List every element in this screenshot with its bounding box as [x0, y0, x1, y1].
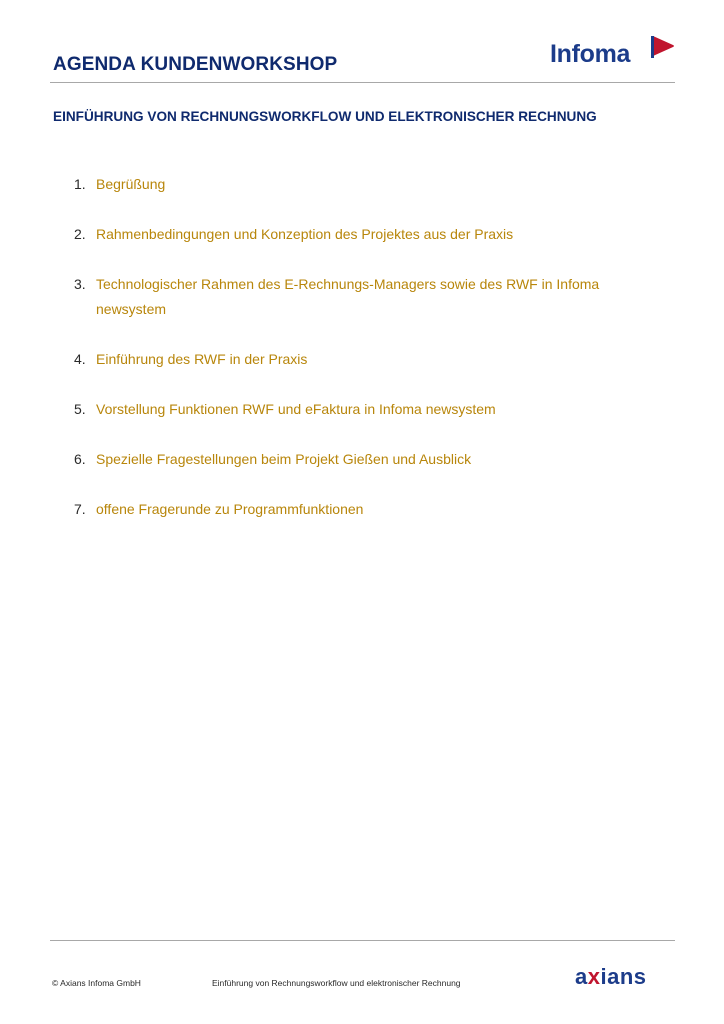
axians-logo-prefix: a: [575, 964, 588, 989]
agenda-item-number: 2.: [74, 226, 86, 242]
agenda-item-text: Spezielle Fragestellungen beim Projekt Gießen und Ausblick: [96, 451, 472, 467]
footer-document-title: Einführung von Rechnungsworkflow und elektronischer Rechnung: [212, 978, 461, 988]
agenda-list: [74, 172, 654, 547]
footer-divider: [50, 940, 675, 941]
agenda-item: [74, 347, 654, 372]
axians-logo-x: x: [587, 964, 601, 989]
agenda-item-text: offene Fragerunde zu Programmfunktionen: [96, 501, 364, 517]
agenda-item: [74, 222, 654, 247]
footer-copyright: © Axians Infoma GmbH: [52, 978, 141, 988]
agenda-item-number: 5.: [74, 401, 86, 417]
agenda-item-text: Einführung des RWF in der Praxis: [96, 351, 308, 367]
agenda-item: [74, 172, 654, 197]
agenda-item-number: 1.: [74, 176, 86, 192]
infoma-logo-text: Infoma: [550, 40, 631, 68]
agenda-item: [74, 272, 654, 322]
agenda-item-text: Rahmenbedingungen und Konzeption des Projektes aus der Praxis: [96, 226, 514, 242]
agenda-item-text: Begrüßung: [96, 176, 166, 192]
infoma-logo: [548, 36, 678, 72]
axians-logo: [575, 964, 647, 990]
page-title: AGENDA KUNDENWORKSHOP: [53, 54, 338, 75]
infoma-flag-icon: [649, 36, 675, 60]
document-subtitle: EINFÜHRUNG VON RECHNUNGSWORKFLOW UND ELEKTRONISCHER RECHNUNG: [53, 109, 597, 124]
agenda-item-number: 3.: [74, 276, 86, 292]
agenda-item-number: 4.: [74, 351, 86, 367]
agenda-item: [74, 447, 654, 472]
agenda-item-text: Technologischer Rahmen des E-Rechnungs-Managers sowie des RWF in Infoma newsystem: [96, 276, 600, 317]
agenda-item-number: 7.: [74, 501, 86, 517]
agenda-item: [74, 497, 654, 522]
agenda-item-number: 6.: [74, 451, 86, 467]
agenda-item: [74, 397, 654, 422]
header-divider: [50, 82, 675, 83]
agenda-item-text: Vorstellung Funktionen RWF und eFaktura in Infoma newsystem: [96, 401, 496, 417]
axians-logo-suffix: ians: [600, 964, 647, 989]
